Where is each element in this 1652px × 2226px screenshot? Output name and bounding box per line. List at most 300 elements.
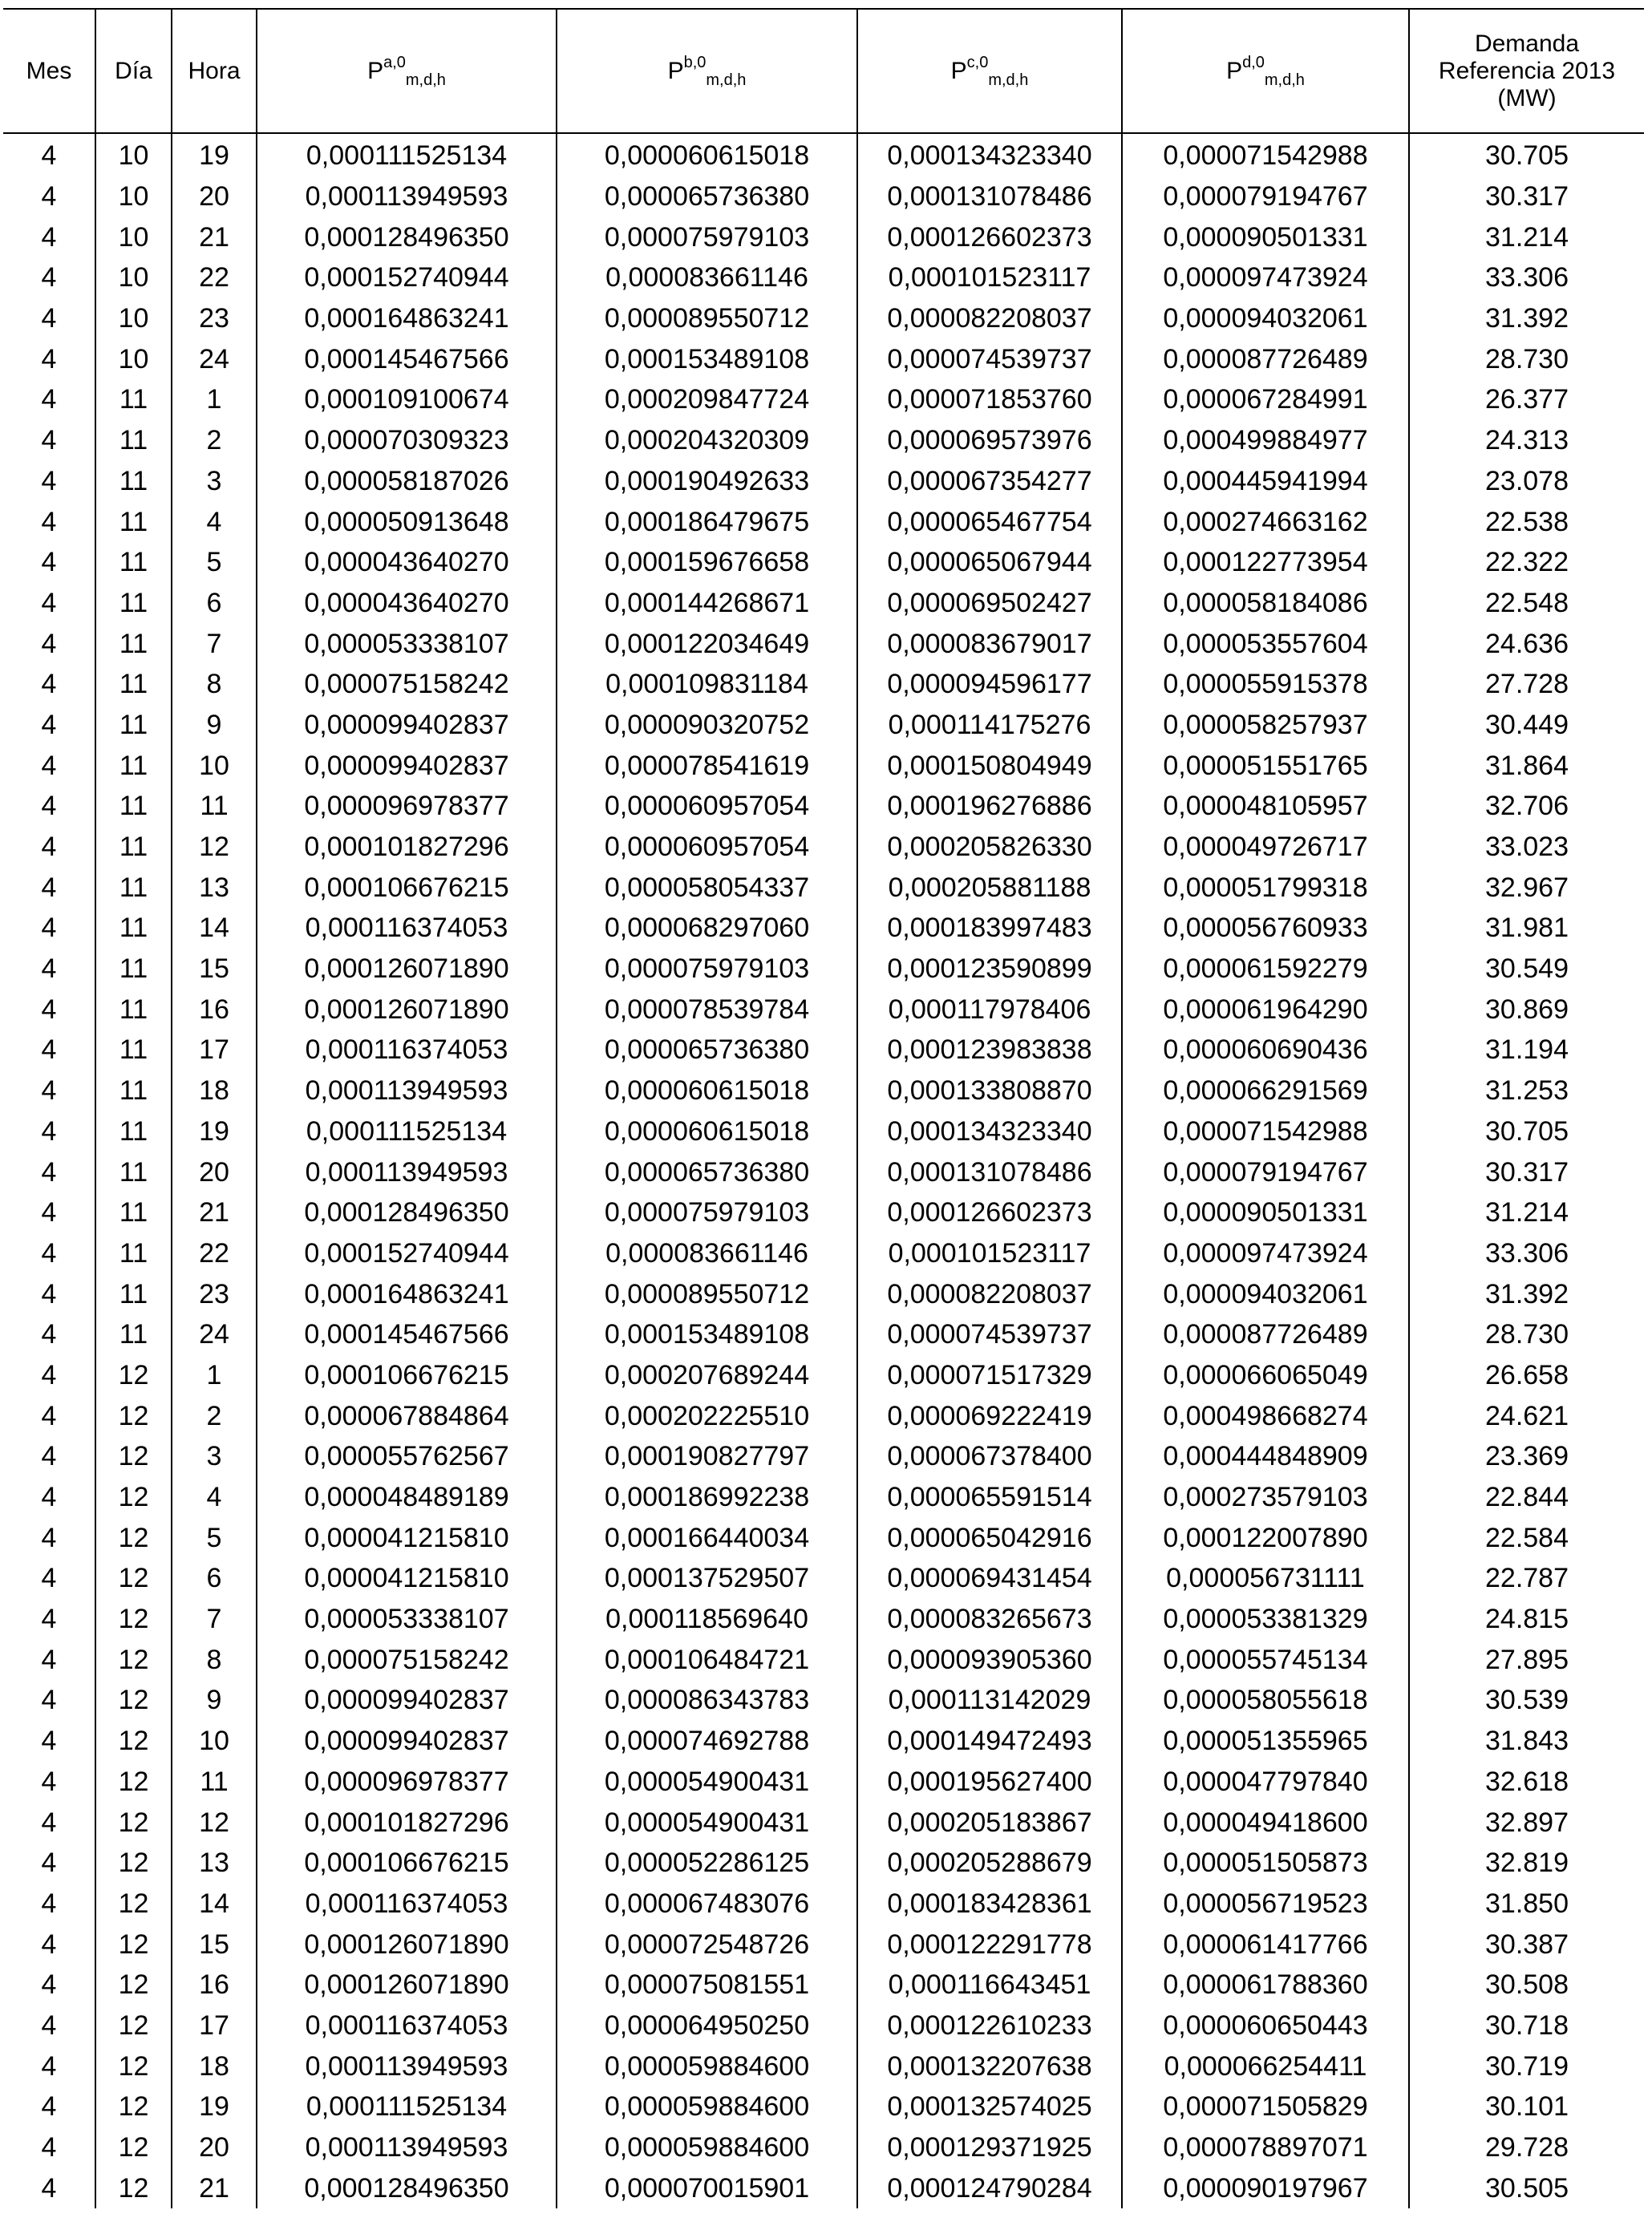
cell-p-d: 0,000060690436 bbox=[1122, 1030, 1409, 1071]
cell-p-d: 0,000067284991 bbox=[1122, 379, 1409, 420]
cell-p-d: 0,000066065049 bbox=[1122, 1355, 1409, 1396]
cell-hora: 4 bbox=[172, 501, 257, 542]
cell-dia: 11 bbox=[95, 989, 172, 1030]
cell-dia: 12 bbox=[95, 1558, 172, 1599]
cell-mes: 4 bbox=[41, 791, 57, 822]
cell-mes: 4 bbox=[41, 140, 57, 172]
cell-p-a: 0,000058187026 bbox=[257, 461, 557, 502]
cell-p-b: 0,000075979103 bbox=[557, 1192, 857, 1233]
header-p-a-sub: m,d,h bbox=[405, 71, 446, 89]
cell-p-a: 0,000050913648 bbox=[257, 501, 557, 542]
cell-hora: 17 bbox=[172, 2005, 257, 2046]
cell-p-a: 0,000111525134 bbox=[257, 1111, 557, 1152]
header-p-b-base: P bbox=[667, 57, 684, 84]
cell-dia: 12 bbox=[95, 1639, 172, 1680]
cell-demanda: 28.730 bbox=[1409, 1314, 1644, 1355]
cell-p-a: 0,000116374053 bbox=[257, 1884, 557, 1924]
cell-p-b: 0,000064950250 bbox=[557, 2005, 857, 2046]
cell-dia: 11 bbox=[95, 745, 172, 786]
cell-p-a: 0,000043640270 bbox=[257, 583, 557, 624]
cell-p-a: 0,000043640270 bbox=[257, 542, 557, 583]
cell-mes: 4 bbox=[41, 2091, 57, 2123]
cell-dia: 12 bbox=[95, 1843, 172, 1884]
cell-p-b: 0,000190827797 bbox=[557, 1436, 857, 1477]
cell-hora: 23 bbox=[172, 298, 257, 339]
cell-p-c: 0,000083679017 bbox=[857, 623, 1122, 664]
cell-p-b: 0,000153489108 bbox=[557, 338, 857, 379]
cell-p-c: 0,000134323340 bbox=[857, 1111, 1122, 1152]
cell-demanda: 30.449 bbox=[1409, 705, 1644, 746]
cell-hora: 11 bbox=[172, 786, 257, 827]
cell-p-a: 0,000126071890 bbox=[257, 989, 557, 1030]
cell-p-c: 0,000117978406 bbox=[857, 989, 1122, 1030]
cell-p-c: 0,000067354277 bbox=[857, 461, 1122, 502]
cell-hora: 13 bbox=[172, 867, 257, 908]
cell-p-b: 0,000075081551 bbox=[557, 1965, 857, 2005]
cell-p-a: 0,000055762567 bbox=[257, 1436, 557, 1477]
cell-p-d: 0,000066254411 bbox=[1122, 2046, 1409, 2086]
cell-demanda: 22.322 bbox=[1409, 542, 1644, 583]
table-row bbox=[3, 1477, 1644, 1518]
cell-p-d: 0,000051799318 bbox=[1122, 867, 1409, 908]
cell-p-c: 0,000134323340 bbox=[857, 133, 1122, 176]
cell-demanda: 28.730 bbox=[1409, 338, 1644, 379]
cell-dia: 12 bbox=[95, 2127, 172, 2168]
cell-p-d: 0,000071542988 bbox=[1122, 133, 1409, 176]
cell-demanda: 24.313 bbox=[1409, 420, 1644, 461]
cell-demanda: 31.253 bbox=[1409, 1071, 1644, 1111]
cell-p-a: 0,000096978377 bbox=[257, 1762, 557, 1803]
cell-mes: 4 bbox=[41, 1156, 57, 1188]
cell-p-c: 0,000113142029 bbox=[857, 1680, 1122, 1721]
table-row bbox=[3, 745, 1644, 786]
cell-p-b: 0,000118569640 bbox=[557, 1599, 857, 1640]
cell-p-d: 0,000444848909 bbox=[1122, 1436, 1409, 1477]
cell-dia: 10 bbox=[95, 298, 172, 339]
cell-p-a: 0,000109100674 bbox=[257, 379, 557, 420]
cell-p-c: 0,000205881188 bbox=[857, 867, 1122, 908]
table-row bbox=[3, 379, 1644, 420]
cell-p-b: 0,000186992238 bbox=[557, 1477, 857, 1518]
cell-demanda: 32.819 bbox=[1409, 1843, 1644, 1884]
cell-dia: 11 bbox=[95, 1151, 172, 1192]
cell-p-c: 0,000126602373 bbox=[857, 217, 1122, 257]
cell-p-a: 0,000041215810 bbox=[257, 1558, 557, 1599]
cell-hora: 10 bbox=[172, 1721, 257, 1762]
table-row bbox=[3, 2046, 1644, 2086]
cell-p-d: 0,000273579103 bbox=[1122, 1477, 1409, 1518]
cell-p-d: 0,000498668274 bbox=[1122, 1395, 1409, 1436]
cell-hora: 14 bbox=[172, 1884, 257, 1924]
cell-demanda: 32.897 bbox=[1409, 1802, 1644, 1843]
cell-p-a: 0,000113949593 bbox=[257, 2046, 557, 2086]
cell-hora: 11 bbox=[172, 1762, 257, 1803]
cell-p-b: 0,000153489108 bbox=[557, 1314, 857, 1355]
cell-hora: 12 bbox=[172, 1802, 257, 1843]
cell-demanda: 31.850 bbox=[1409, 1884, 1644, 1924]
cell-p-b: 0,000090320752 bbox=[557, 705, 857, 746]
cell-mes: 4 bbox=[41, 1848, 57, 1879]
cell-p-a: 0,000164863241 bbox=[257, 1273, 557, 1314]
cell-hora: 15 bbox=[172, 1924, 257, 1965]
cell-p-c: 0,000101523117 bbox=[857, 1233, 1122, 1274]
cell-p-d: 0,000090501331 bbox=[1122, 1192, 1409, 1233]
cell-dia: 11 bbox=[95, 1233, 172, 1274]
table-body bbox=[3, 133, 1644, 2208]
cell-p-b: 0,000086343783 bbox=[557, 1680, 857, 1721]
cell-demanda: 24.815 bbox=[1409, 1599, 1644, 1640]
cell-demanda: 31.864 bbox=[1409, 745, 1644, 786]
cell-demanda: 32.967 bbox=[1409, 867, 1644, 908]
cell-p-c: 0,000074539737 bbox=[857, 1314, 1122, 1355]
cell-p-c: 0,000205826330 bbox=[857, 827, 1122, 868]
cell-p-a: 0,000145467566 bbox=[257, 1314, 557, 1355]
cell-hora: 19 bbox=[172, 1111, 257, 1152]
cell-hora: 22 bbox=[172, 1233, 257, 1274]
table-row bbox=[3, 1355, 1644, 1396]
cell-dia: 12 bbox=[95, 1680, 172, 1721]
cell-p-d: 0,000053557604 bbox=[1122, 623, 1409, 664]
header-p-c-sup: c,0 bbox=[966, 53, 989, 71]
cell-hora: 8 bbox=[172, 1639, 257, 1680]
cell-hora: 18 bbox=[172, 1071, 257, 1111]
cell-p-a: 0,000111525134 bbox=[257, 133, 557, 176]
cell-p-d: 0,000048105957 bbox=[1122, 786, 1409, 827]
cell-demanda: 31.843 bbox=[1409, 1721, 1644, 1762]
cell-dia: 11 bbox=[95, 1192, 172, 1233]
cell-mes: 4 bbox=[41, 1888, 57, 1919]
cell-p-d: 0,000097473924 bbox=[1122, 257, 1409, 298]
cell-p-b: 0,000207689244 bbox=[557, 1355, 857, 1396]
header-p-d-sub: m,d,h bbox=[1264, 71, 1305, 89]
cell-hora: 18 bbox=[172, 2046, 257, 2086]
cell-mes: 4 bbox=[41, 1766, 57, 1797]
cell-p-c: 0,000131078486 bbox=[857, 1151, 1122, 1192]
cell-p-c: 0,000132574025 bbox=[857, 2086, 1122, 2127]
cell-p-c: 0,000183997483 bbox=[857, 908, 1122, 949]
cell-p-c: 0,000074539737 bbox=[857, 338, 1122, 379]
table-row bbox=[3, 1436, 1644, 1477]
cell-mes: 4 bbox=[41, 628, 57, 659]
cell-p-a: 0,000116374053 bbox=[257, 908, 557, 949]
cell-p-b: 0,000166440034 bbox=[557, 1517, 857, 1558]
header-hora: Hora bbox=[172, 9, 257, 133]
cell-mes: 4 bbox=[41, 669, 57, 700]
cell-p-a: 0,000101827296 bbox=[257, 1802, 557, 1843]
table-row bbox=[3, 827, 1644, 868]
cell-hora: 3 bbox=[172, 461, 257, 502]
cell-p-d: 0,000090501331 bbox=[1122, 217, 1409, 257]
cell-dia: 11 bbox=[95, 1030, 172, 1071]
cell-p-d: 0,000051551765 bbox=[1122, 745, 1409, 786]
cell-hora: 21 bbox=[172, 217, 257, 257]
cell-p-b: 0,000083661146 bbox=[557, 1233, 857, 1274]
cell-hora: 16 bbox=[172, 989, 257, 1030]
cell-mes: 4 bbox=[41, 1278, 57, 1309]
cell-mes: 4 bbox=[41, 587, 57, 618]
cell-p-d: 0,000061964290 bbox=[1122, 989, 1409, 1030]
cell-demanda: 27.895 bbox=[1409, 1639, 1644, 1680]
cell-demanda: 31.392 bbox=[1409, 298, 1644, 339]
cell-dia: 11 bbox=[95, 501, 172, 542]
cell-dia: 11 bbox=[95, 461, 172, 502]
header-demanda-line-2: Referencia 2013 bbox=[1438, 57, 1616, 84]
cell-p-a: 0,000041215810 bbox=[257, 1517, 557, 1558]
cell-p-a: 0,000145467566 bbox=[257, 338, 557, 379]
cell-p-a: 0,000116374053 bbox=[257, 2005, 557, 2046]
cell-p-a: 0,000116374053 bbox=[257, 1030, 557, 1071]
cell-hora: 2 bbox=[172, 1395, 257, 1436]
cell-p-a: 0,000152740944 bbox=[257, 1233, 557, 1274]
cell-p-c: 0,000071853760 bbox=[857, 379, 1122, 420]
cell-hora: 1 bbox=[172, 379, 257, 420]
cell-p-b: 0,000072548726 bbox=[557, 1924, 857, 1965]
cell-p-b: 0,000144268671 bbox=[557, 583, 857, 624]
header-p-b-sub: m,d,h bbox=[706, 71, 747, 89]
table-row bbox=[3, 1517, 1644, 1558]
cell-mes: 4 bbox=[41, 1482, 57, 1513]
cell-p-b: 0,000137529507 bbox=[557, 1558, 857, 1599]
header-p-a-sup: a,0 bbox=[383, 53, 406, 71]
table-row bbox=[3, 176, 1644, 217]
cell-hora: 21 bbox=[172, 2167, 257, 2208]
cell-p-b: 0,000089550712 bbox=[557, 1273, 857, 1314]
table-row bbox=[3, 1314, 1644, 1355]
header-p-a-base: P bbox=[367, 57, 384, 84]
table-row bbox=[3, 542, 1644, 583]
cell-p-b: 0,000075979103 bbox=[557, 949, 857, 990]
table-row bbox=[3, 1762, 1644, 1803]
cell-demanda: 22.538 bbox=[1409, 501, 1644, 542]
cell-demanda: 30.549 bbox=[1409, 949, 1644, 990]
cell-demanda: 33.023 bbox=[1409, 827, 1644, 868]
cell-p-c: 0,000123983838 bbox=[857, 1030, 1122, 1071]
cell-demanda: 30.705 bbox=[1409, 133, 1644, 176]
table-row bbox=[3, 583, 1644, 624]
cell-dia: 12 bbox=[95, 2005, 172, 2046]
cell-dia: 12 bbox=[95, 1965, 172, 2005]
cell-p-a: 0,000106676215 bbox=[257, 1355, 557, 1396]
cell-dia: 12 bbox=[95, 1721, 172, 1762]
cell-hora: 24 bbox=[172, 1314, 257, 1355]
cell-hora: 2 bbox=[172, 420, 257, 461]
cell-p-b: 0,000159676658 bbox=[557, 542, 857, 583]
cell-p-c: 0,000071517329 bbox=[857, 1355, 1122, 1396]
table-row bbox=[3, 2086, 1644, 2127]
cell-p-c: 0,000122610233 bbox=[857, 2005, 1122, 2046]
cell-demanda: 23.078 bbox=[1409, 461, 1644, 502]
cell-dia: 12 bbox=[95, 1802, 172, 1843]
cell-demanda: 30.718 bbox=[1409, 2005, 1644, 2046]
cell-hora: 10 bbox=[172, 745, 257, 786]
cell-p-c: 0,000205183867 bbox=[857, 1802, 1122, 1843]
cell-hora: 20 bbox=[172, 176, 257, 217]
cell-p-c: 0,000101523117 bbox=[857, 257, 1122, 298]
cell-mes: 4 bbox=[41, 1115, 57, 1147]
cell-dia: 11 bbox=[95, 542, 172, 583]
header-row bbox=[3, 9, 1644, 133]
cell-mes: 4 bbox=[41, 547, 57, 578]
cell-p-a: 0,000126071890 bbox=[257, 1924, 557, 1965]
cell-dia: 12 bbox=[95, 2086, 172, 2127]
cell-p-c: 0,000126602373 bbox=[857, 1192, 1122, 1233]
table-row bbox=[3, 705, 1644, 746]
header-p-b bbox=[557, 9, 857, 133]
cell-p-d: 0,000056731111 bbox=[1122, 1558, 1409, 1599]
cell-mes: 4 bbox=[41, 709, 57, 740]
cell-demanda: 30.387 bbox=[1409, 1924, 1644, 1965]
cell-dia: 11 bbox=[95, 583, 172, 624]
cell-hora: 24 bbox=[172, 338, 257, 379]
cell-hora: 22 bbox=[172, 257, 257, 298]
cell-dia: 11 bbox=[95, 705, 172, 746]
cell-demanda: 24.621 bbox=[1409, 1395, 1644, 1436]
cell-mes: 4 bbox=[41, 1969, 57, 2001]
cell-demanda: 30.508 bbox=[1409, 1965, 1644, 2005]
cell-demanda: 30.869 bbox=[1409, 989, 1644, 1030]
table-row bbox=[3, 1680, 1644, 1721]
cell-mes: 4 bbox=[41, 994, 57, 1025]
cell-p-c: 0,000122291778 bbox=[857, 1924, 1122, 1965]
cell-p-c: 0,000205288679 bbox=[857, 1843, 1122, 1884]
cell-p-a: 0,000070309323 bbox=[257, 420, 557, 461]
cell-demanda: 32.706 bbox=[1409, 786, 1644, 827]
cell-demanda: 32.618 bbox=[1409, 1762, 1644, 1803]
cell-p-b: 0,000058054337 bbox=[557, 867, 857, 908]
cell-mes: 4 bbox=[41, 1929, 57, 1960]
cell-p-c: 0,000183428361 bbox=[857, 1884, 1122, 1924]
cell-mes: 4 bbox=[41, 832, 57, 863]
cell-p-b: 0,000060957054 bbox=[557, 827, 857, 868]
header-mes: Mes bbox=[3, 9, 95, 133]
cell-p-b: 0,000065736380 bbox=[557, 176, 857, 217]
cell-p-a: 0,000113949593 bbox=[257, 1151, 557, 1192]
cell-hora: 9 bbox=[172, 705, 257, 746]
cell-p-d: 0,000087726489 bbox=[1122, 1314, 1409, 1355]
cell-dia: 12 bbox=[95, 1477, 172, 1518]
cell-mes: 4 bbox=[41, 1400, 57, 1431]
header-p-c-sub: m,d,h bbox=[988, 71, 1029, 89]
table-row bbox=[3, 2005, 1644, 2046]
cell-p-d: 0,000061417766 bbox=[1122, 1924, 1409, 1965]
table-row bbox=[3, 1111, 1644, 1152]
cell-p-c: 0,000131078486 bbox=[857, 176, 1122, 217]
cell-dia: 10 bbox=[95, 133, 172, 176]
cell-dia: 10 bbox=[95, 217, 172, 257]
cell-dia: 11 bbox=[95, 786, 172, 827]
cell-mes: 4 bbox=[41, 465, 57, 496]
cell-p-d: 0,000078897071 bbox=[1122, 2127, 1409, 2168]
cell-mes: 4 bbox=[41, 913, 57, 944]
header-p-c bbox=[857, 9, 1122, 133]
cell-demanda: 30.539 bbox=[1409, 1680, 1644, 1721]
cell-mes: 4 bbox=[41, 953, 57, 985]
cell-p-c: 0,000195627400 bbox=[857, 1762, 1122, 1803]
cell-p-a: 0,000113949593 bbox=[257, 1071, 557, 1111]
cell-p-c: 0,000082208037 bbox=[857, 298, 1122, 339]
cell-mes: 4 bbox=[41, 1685, 57, 1716]
cell-mes: 4 bbox=[41, 1604, 57, 1635]
cell-mes: 4 bbox=[41, 506, 57, 537]
cell-hora: 5 bbox=[172, 1517, 257, 1558]
cell-mes: 4 bbox=[41, 1644, 57, 1675]
cell-p-c: 0,000069573976 bbox=[857, 420, 1122, 461]
cell-hora: 4 bbox=[172, 1477, 257, 1518]
cell-demanda: 33.306 bbox=[1409, 257, 1644, 298]
cell-p-c: 0,000082208037 bbox=[857, 1273, 1122, 1314]
cell-demanda: 30.505 bbox=[1409, 2167, 1644, 2208]
cell-p-b: 0,000089550712 bbox=[557, 298, 857, 339]
cell-dia: 11 bbox=[95, 867, 172, 908]
cell-p-c: 0,000094596177 bbox=[857, 664, 1122, 705]
table-row bbox=[3, 664, 1644, 705]
cell-p-c: 0,000149472493 bbox=[857, 1721, 1122, 1762]
cell-p-b: 0,000065736380 bbox=[557, 1030, 857, 1071]
table-row bbox=[3, 501, 1644, 542]
table-row bbox=[3, 1071, 1644, 1111]
table-row bbox=[3, 257, 1644, 298]
table-row bbox=[3, 867, 1644, 908]
cell-mes: 4 bbox=[41, 1441, 57, 1472]
cell-mes: 4 bbox=[41, 2050, 57, 2082]
cell-p-b: 0,000122034649 bbox=[557, 623, 857, 664]
cell-dia: 11 bbox=[95, 908, 172, 949]
cell-mes: 4 bbox=[41, 1726, 57, 1757]
cell-p-a: 0,000111525134 bbox=[257, 2086, 557, 2127]
cell-dia: 11 bbox=[95, 1273, 172, 1314]
cell-p-d: 0,000097473924 bbox=[1122, 1233, 1409, 1274]
cell-mes: 4 bbox=[41, 872, 57, 903]
cell-p-b: 0,000106484721 bbox=[557, 1639, 857, 1680]
cell-p-d: 0,000051355965 bbox=[1122, 1721, 1409, 1762]
cell-dia: 11 bbox=[95, 379, 172, 420]
cell-dia: 12 bbox=[95, 1517, 172, 1558]
cell-p-d: 0,000058257937 bbox=[1122, 705, 1409, 746]
cell-p-d: 0,000066291569 bbox=[1122, 1071, 1409, 1111]
cell-demanda: 22.844 bbox=[1409, 1477, 1644, 1518]
header-p-d-sup: d,0 bbox=[1242, 53, 1265, 71]
cell-dia: 11 bbox=[95, 420, 172, 461]
cell-p-d: 0,000051505873 bbox=[1122, 1843, 1409, 1884]
cell-p-d: 0,000056719523 bbox=[1122, 1884, 1409, 1924]
cell-dia: 11 bbox=[95, 827, 172, 868]
cell-mes: 4 bbox=[41, 303, 57, 334]
cell-mes: 4 bbox=[41, 1522, 57, 1553]
cell-p-a: 0,000113949593 bbox=[257, 2127, 557, 2168]
cell-p-b: 0,000186479675 bbox=[557, 501, 857, 542]
cell-hora: 19 bbox=[172, 2086, 257, 2127]
cell-mes: 4 bbox=[41, 750, 57, 781]
header-p-c-base: P bbox=[950, 57, 967, 84]
table-row bbox=[3, 1721, 1644, 1762]
cell-hora: 7 bbox=[172, 1599, 257, 1640]
cell-p-a: 0,000053338107 bbox=[257, 623, 557, 664]
cell-mes: 4 bbox=[41, 181, 57, 212]
cell-p-b: 0,000109831184 bbox=[557, 664, 857, 705]
header-demanda-line-3: (MW) bbox=[1497, 84, 1557, 111]
cell-p-c: 0,000150804949 bbox=[857, 745, 1122, 786]
table-row bbox=[3, 2127, 1644, 2168]
table-row bbox=[3, 786, 1644, 827]
cell-hora: 23 bbox=[172, 1273, 257, 1314]
cell-hora: 6 bbox=[172, 1558, 257, 1599]
cell-dia: 11 bbox=[95, 1314, 172, 1355]
cell-p-b: 0,000190492633 bbox=[557, 461, 857, 502]
cell-p-a: 0,000075158242 bbox=[257, 1639, 557, 1680]
table-row bbox=[3, 1192, 1644, 1233]
cell-dia: 12 bbox=[95, 1355, 172, 1396]
cell-p-c: 0,000065591514 bbox=[857, 1477, 1122, 1518]
